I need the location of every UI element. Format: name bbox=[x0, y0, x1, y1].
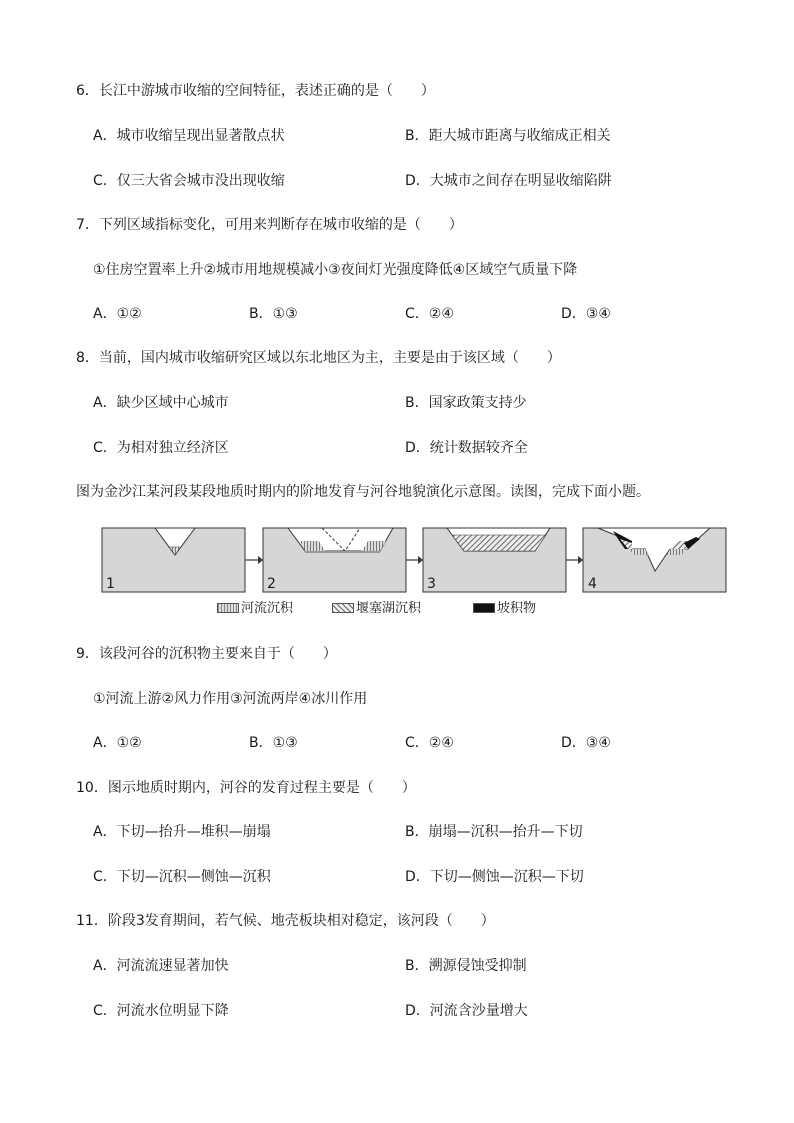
panel-3-label: 3 bbox=[427, 576, 436, 592]
question-7-items: ①住房空置率上升②城市用地规模减小③夜间灯光强度降低④区域空气质量下降 bbox=[93, 262, 578, 278]
question-9-option-a[interactable]: A．①② bbox=[93, 735, 142, 751]
panel-4 bbox=[583, 528, 726, 592]
question-11-option-d[interactable]: D．河流含沙量增大 bbox=[405, 1003, 528, 1019]
panel-3 bbox=[423, 528, 566, 592]
question-10-option-a[interactable]: A．下切—抬升—堆积—崩塌 bbox=[93, 824, 271, 840]
panel-4-label: 4 bbox=[588, 576, 597, 592]
legend-river-deposit: 河流沉积 bbox=[217, 600, 293, 618]
question-6-option-b[interactable]: B．距大城市距离与收缩成正相关 bbox=[405, 128, 611, 144]
arrow-3-4 bbox=[566, 556, 583, 564]
question-9-option-b[interactable]: B．①③ bbox=[249, 735, 298, 751]
panel-1-label: 1 bbox=[106, 576, 115, 592]
question-9-stem: 9．该段河谷的沉积物主要来自于（ ） bbox=[76, 646, 337, 662]
question-10-option-b[interactable]: B．崩塌—沉积—抬升—下切 bbox=[405, 824, 583, 840]
question-11-option-b[interactable]: B．溯源侵蚀受抑制 bbox=[405, 958, 527, 974]
question-8-option-c[interactable]: C．为相对独立经济区 bbox=[93, 440, 229, 456]
question-8-option-a[interactable]: A．缺少区域中心城市 bbox=[93, 395, 229, 411]
panel-2-label: 2 bbox=[267, 576, 276, 592]
question-6-option-a[interactable]: A．城市收缩呈现出显著散点状 bbox=[93, 128, 285, 144]
lake-deposit-swatch bbox=[332, 603, 354, 613]
question-11-option-c[interactable]: C．河流水位明显下降 bbox=[93, 1003, 229, 1019]
legend-slope-deposit: 坡积物 bbox=[473, 600, 536, 618]
question-11-option-a[interactable]: A．河流流速显著加快 bbox=[93, 958, 229, 974]
question-10-stem: 10．图示地质时期内，河谷的发育过程主要是（ ） bbox=[76, 780, 416, 796]
question-7-option-b[interactable]: B．①③ bbox=[249, 306, 298, 322]
question-9-option-d[interactable]: D．③④ bbox=[561, 735, 611, 751]
figure-intro: 图为金沙江某河段某段地质时期内的阶地发育与河谷地貌演化示意图。读图，完成下面小题。 bbox=[76, 484, 650, 500]
question-10-option-c[interactable]: C．下切—沉积—侧蚀—沉积 bbox=[93, 869, 271, 885]
question-8-option-d[interactable]: D．统计数据较齐全 bbox=[405, 440, 528, 456]
question-8-stem: 8．当前，国内城市收缩研究区域以东北地区为主，主要是由于该区域（ ） bbox=[76, 350, 561, 366]
question-6-option-d[interactable]: D．大城市之间存在明显收缩陷阱 bbox=[405, 173, 612, 189]
slope-deposit-swatch bbox=[473, 603, 495, 613]
question-10-option-d[interactable]: D．下切—侧蚀—沉积—下切 bbox=[405, 869, 584, 885]
question-11-stem: 11．阶段3发育期间，若气候、地壳板块相对稳定，该河段（ ） bbox=[76, 913, 495, 929]
question-7-stem: 7．下列区域指标变化，可用来判断存在城市收缩的是（ ） bbox=[76, 217, 463, 233]
question-6-option-c[interactable]: C．仅三大省会城市没出现收缩 bbox=[93, 173, 285, 189]
question-9-items: ①河流上游②风力作用③河流两岸④冰川作用 bbox=[93, 691, 368, 707]
legend-lake-deposit: 堰塞湖沉积 bbox=[332, 600, 421, 618]
question-7-option-c[interactable]: C．②④ bbox=[405, 306, 454, 322]
question-8-option-b[interactable]: B．国家政策支持少 bbox=[405, 395, 527, 411]
arrow-2-3 bbox=[406, 556, 423, 564]
panel-2 bbox=[263, 528, 406, 592]
question-9-option-c[interactable]: C．②④ bbox=[405, 735, 454, 751]
question-7-option-a[interactable]: A．①② bbox=[93, 306, 142, 322]
question-7-option-d[interactable]: D．③④ bbox=[561, 306, 611, 322]
question-6-stem: 6．长江中游城市收缩的空间特征，表述正确的是（ ） bbox=[76, 83, 435, 99]
arrow-1-2 bbox=[245, 556, 263, 564]
panel-1 bbox=[102, 528, 245, 592]
river-deposit-swatch bbox=[217, 603, 239, 613]
